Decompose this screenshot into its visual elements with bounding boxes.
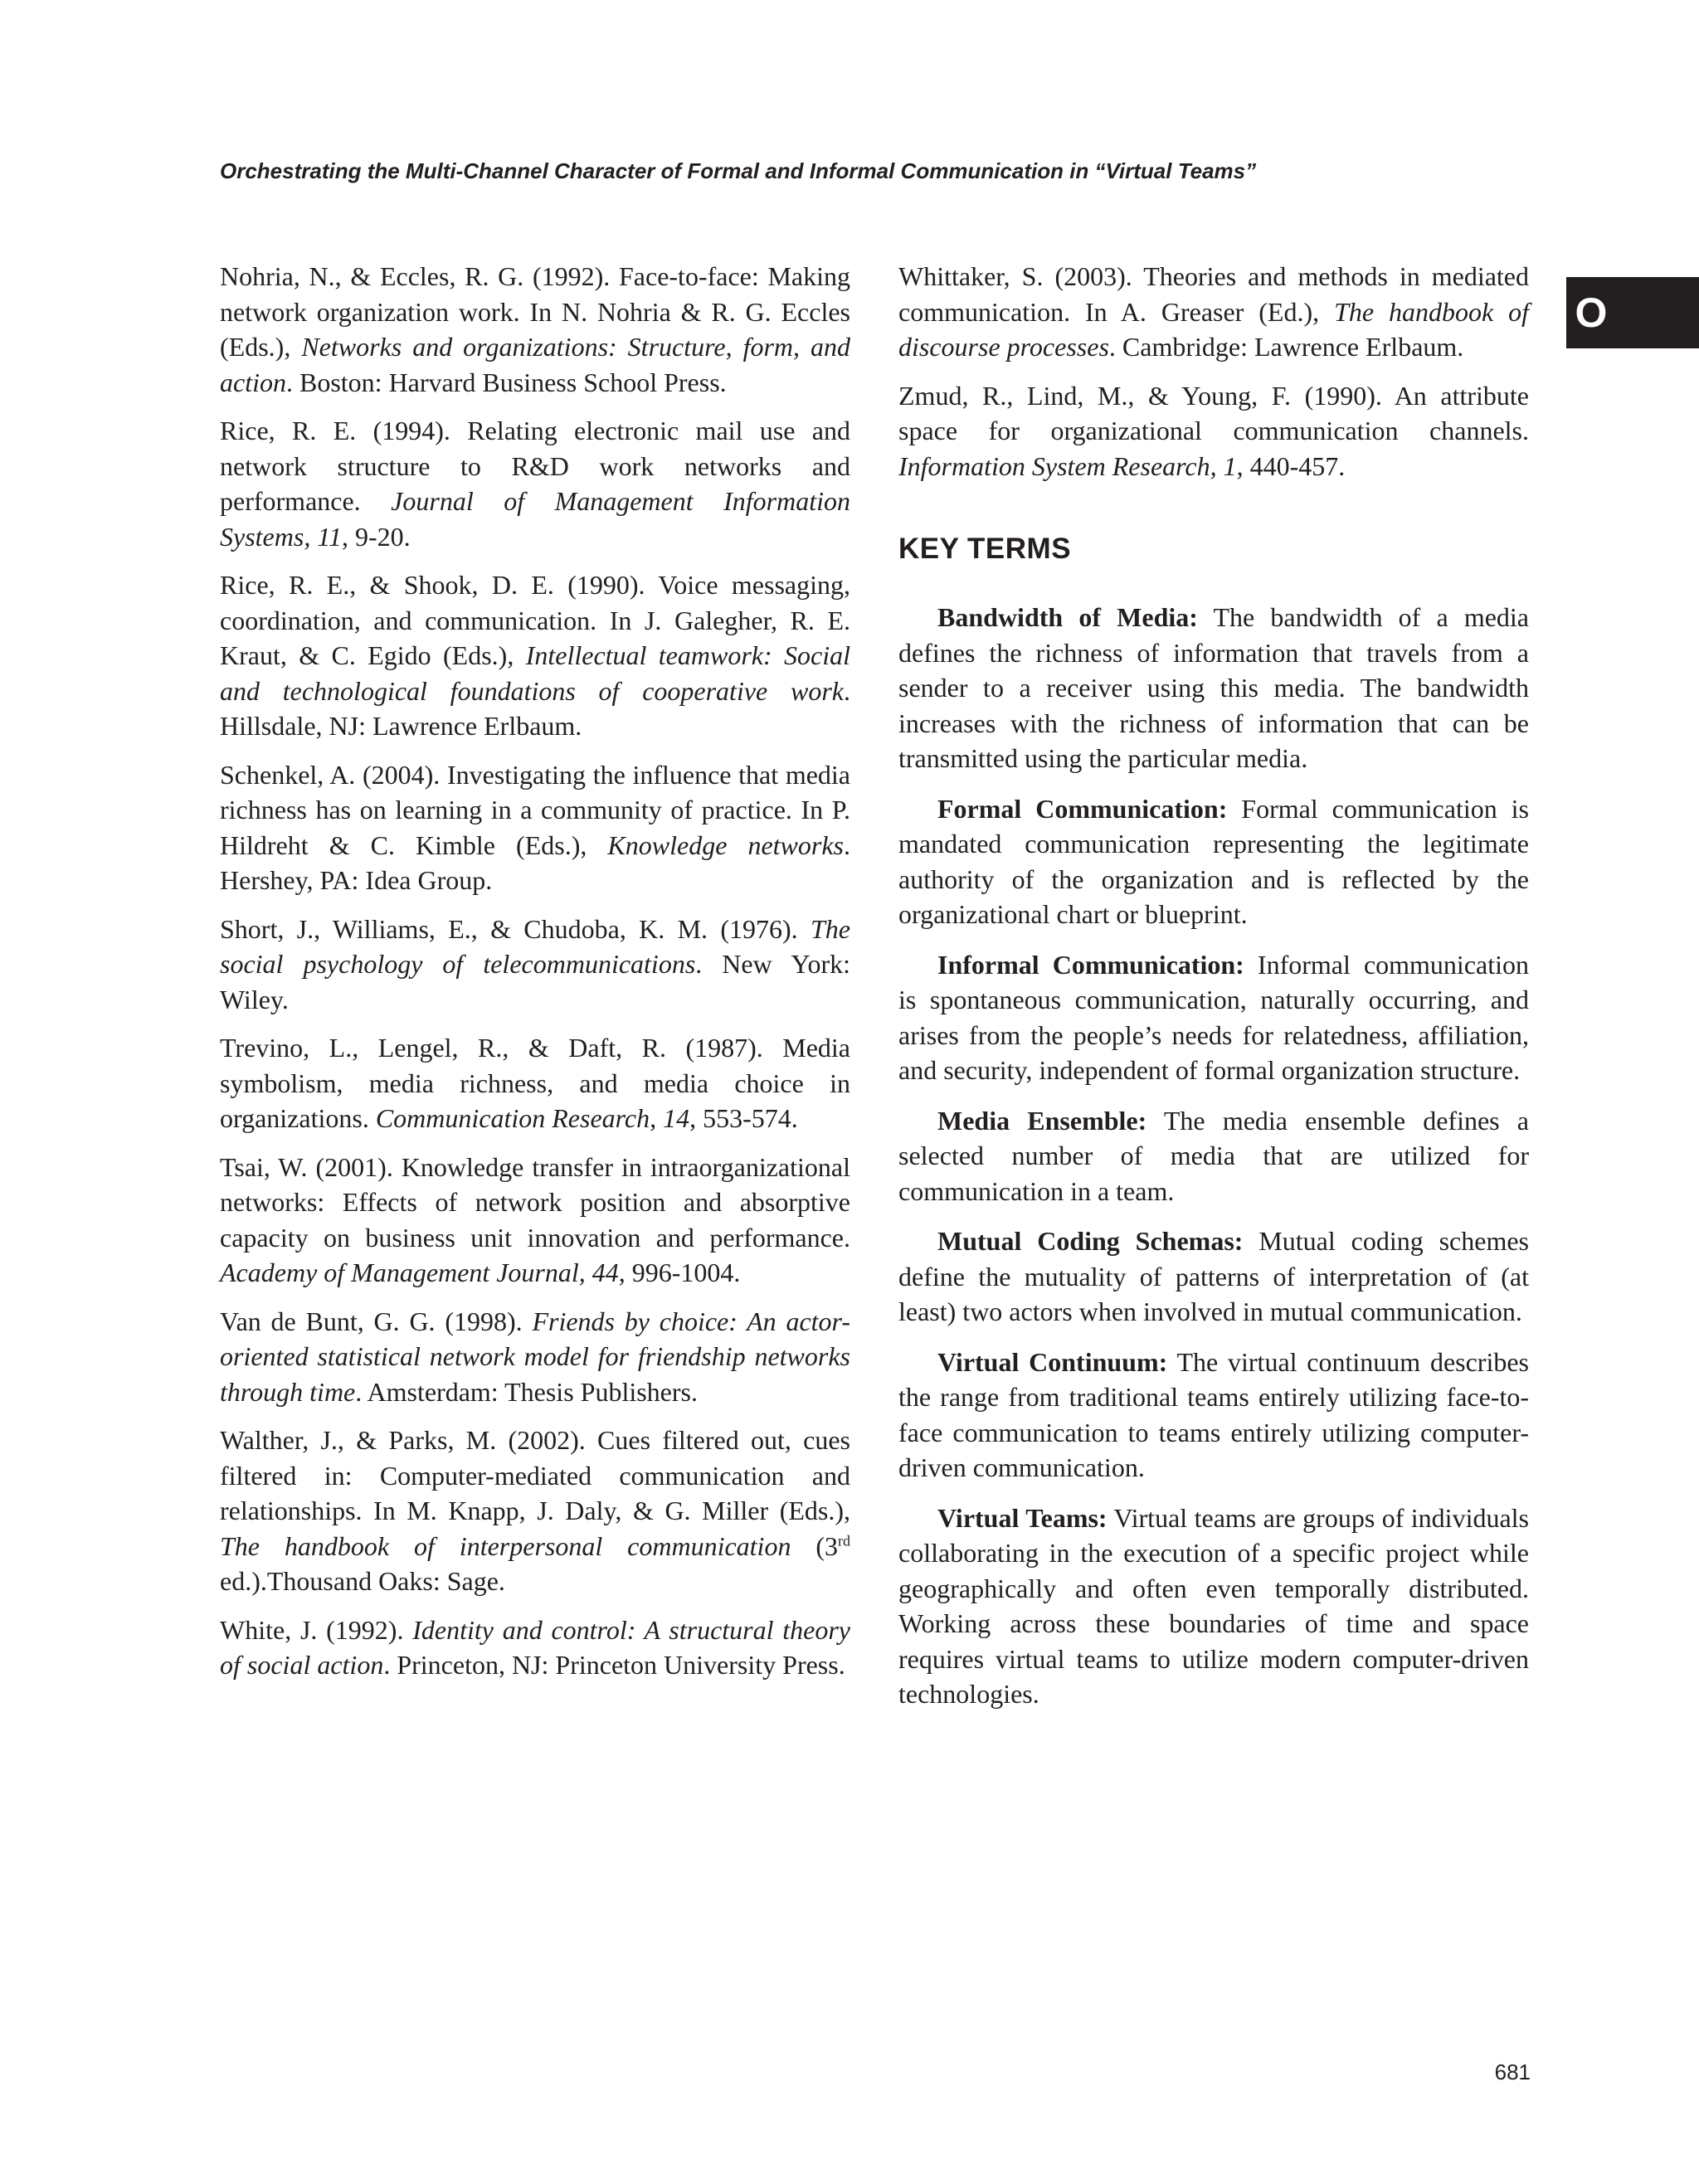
reference-entry: Whittaker, S. (2003). Theories and methods in mediated communication. In A. Greaser (Ed.), The handbook of discourse processes. Cambridge: Lawrence Erlbaum.	[898, 261, 1530, 362]
reference-entry: Rice, R. E., & Shook, D. E. (1990). Voice messaging, coordination, and communication. In J. Galegher, R. E. Kraut, & C. Egido (Eds.), Intellectual teamwork: Social and technological foundations of cooperative work. Hillsdale, NJ: Lawrence Erlbaum.	[220, 570, 851, 741]
reference-entry: Walther, J., & Parks, M. (2002). Cues filtered out, cues filtered in: Computer-mediated communication and relationships. In M. Knapp, J. Daly, & G. Miller (Eds.), The handbook of interpersonal communication (3rd ed.).Thousand Oaks: Sage.	[220, 1425, 851, 1596]
key-term-entry: Media Ensemble: The media ensemble defines a selected number of media that are utilized for communication in a team.	[898, 1105, 1530, 1206]
right-column	[898, 259, 1529, 1727]
reference-entry: Tsai, W. (2001). Knowledge transfer in intraorganizational networks: Effects of network position and absorptive capacity on business unit innovation and performance. Academy of Management Journal, 44, 996-1004.	[220, 1151, 850, 1287]
key-term-entry: Virtual Continuum: The virtual continuum describes the range from traditional teams entirely utilizing face-to-face communication to teams entirely utilizing computer-driven communication.	[898, 1346, 1530, 1482]
key-term-entry: Informal Communication: Informal communication is spontaneous communication, naturally occurring, and arises from the people’s needs for relatedness, affiliation, and security, independent of formal organization structure.	[898, 949, 1530, 1085]
page-number: 681	[1494, 2060, 1531, 2084]
key-term-entry: Mutual Coding Schemas: Mutual coding schemes define the mutuality of patterns of interpretation of (at least) two actors when involved in mutual communication.	[898, 1226, 1530, 1326]
reference-entry: Nohria, N., & Eccles, R. G. (1992). Face-to-face: Making network organization work. In N. Nohria & R. G. Eccles (Eds.), Networks and organizations: Structure, form, and action. Boston: Harvard Business School Press.	[220, 261, 851, 397]
reference-entry: Rice, R. E. (1994). Relating electronic mail use and network structure to R&D work networks and performance. Journal of Management Information Systems, 11, 9-20.	[220, 416, 850, 552]
references-left-column	[220, 259, 850, 1696]
reference-entry: Short, J., Williams, E., & Chudoba, K. M. (1976). The social psychology of telecommunications. New York: Wiley.	[220, 913, 851, 1014]
reference-entry: White, J. (1992). Identity and control: A structural theory of social action. Princeton, NJ: Princeton University Press.	[220, 1614, 851, 1680]
section-tab-letter: O	[1575, 289, 1608, 336]
reference-entry: Trevino, L., Lengel, R., & Daft, R. (1987). Media symbolism, media richness, and media choice in organizations. Communication Research, 14, 553-574.	[220, 1033, 850, 1133]
running-header-title: Orchestrating the Multi-Channel Character of Formal and Informal Communication in “Virtual Teams”	[220, 158, 1257, 183]
reference-entry: Van de Bunt, G. G. (1998). Friends by choice: An actor-oriented statistical network model for friendship networks through time. Amsterdam: Thesis Publishers.	[220, 1306, 851, 1407]
key-term-entry: Formal Communication: Formal communication is mandated communication representing the legitimate authority of the organization and is reflected by the organizational chart or blueprint.	[898, 793, 1529, 929]
key-terms-heading: KEY TERMS	[898, 533, 1072, 565]
reference-entry: Schenkel, A. (2004). Investigating the influence that media richness has on learning in a community of practice. In P. Hildreht & C. Kimble (Eds.), Knowledge networks. Hershey, PA: Idea Group.	[220, 759, 851, 895]
key-term-entry: Virtual Teams: Virtual teams are groups of individuals collaborating in the execution of a specific project while geographically and often even temporally distributed. Working across these boundaries of time and space requires virtual teams to utilize modern computer-driven technologies.	[898, 1502, 1530, 1709]
reference-entry: Zmud, R., Lind, M., & Young, F. (1990). An attribute space for organizational communication channels. Information System Research, 1, 440-457.	[898, 380, 1529, 481]
key-term-entry: Bandwidth of Media: The bandwidth of a media defines the richness of information that travels from a sender to a receiver using this media. The bandwidth increases with the richness of information that can be transmitted using the particular media.	[898, 602, 1529, 773]
